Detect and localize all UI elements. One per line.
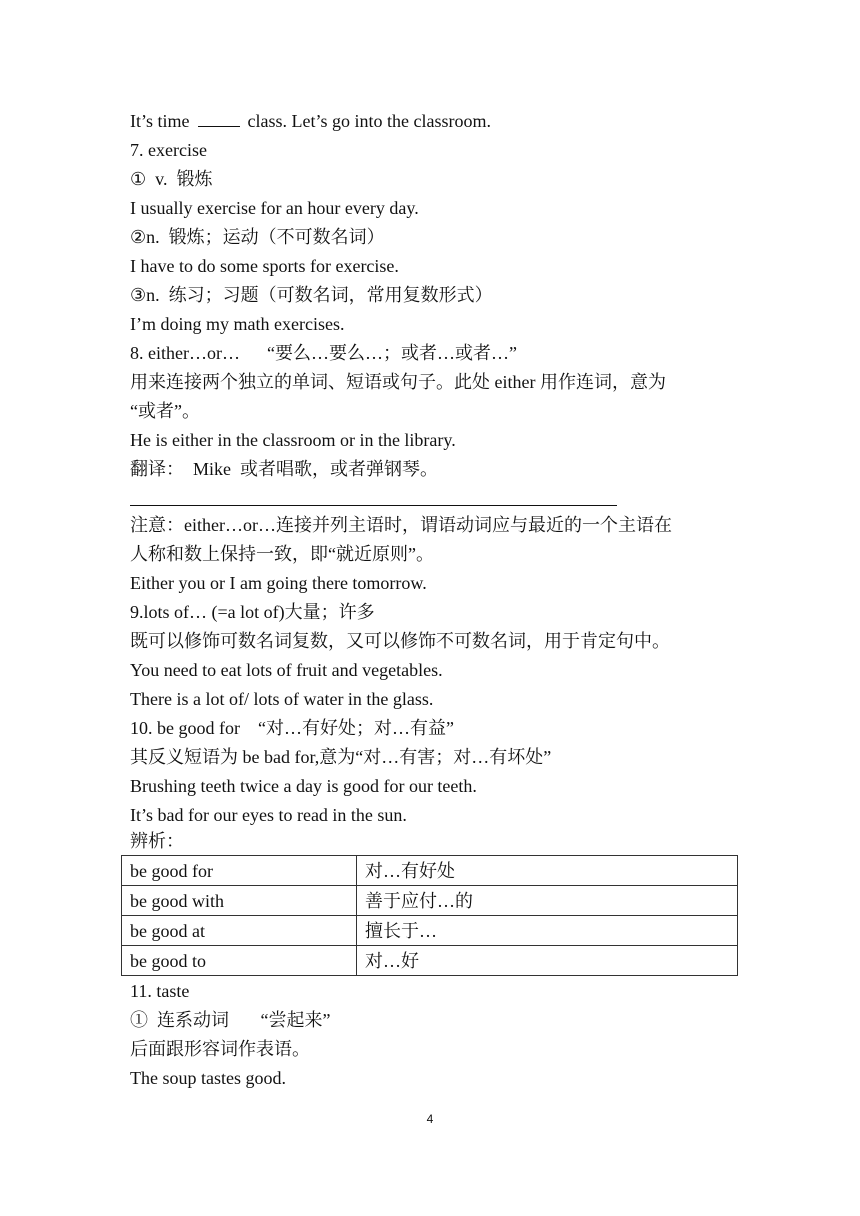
- heading-lots-of: 9.lots of… (=a lot of)大量；许多: [130, 602, 375, 622]
- table-row: [122, 946, 738, 976]
- note-text: 人称和数上保持一致，即“就近原则”。: [130, 544, 434, 564]
- sentence-part-2: class. Let’s go into the classroom.: [247, 111, 491, 131]
- definition-linking-verb: ① 连系动词 “尝起来”: [130, 1010, 331, 1030]
- phrase-cell: be good to: [122, 946, 357, 976]
- explanation-text: 其反义短语为 be bad for,意为“对…有害；对…有坏处”: [130, 747, 552, 767]
- heading-taste: 11. taste: [130, 981, 190, 1001]
- heading-exercise: 7. exercise: [130, 140, 207, 160]
- example-sentence: He is either in the classroom or in the library.: [130, 430, 456, 450]
- meaning-cell: 对…好: [357, 946, 738, 976]
- heading-either-or: 8. either…or… “要么…要么…；或者…或者…”: [130, 343, 517, 363]
- phrase-cell: be good for: [122, 856, 357, 886]
- table-row: [122, 916, 738, 946]
- example-sentence: I have to do some sports for exercise.: [130, 256, 399, 276]
- table-row: [122, 856, 738, 886]
- note-text: 注意：either…or…连接并列主语时，谓语动词应与最近的一个主语在: [130, 515, 672, 535]
- comparison-label: 辨析：: [130, 831, 184, 851]
- meaning-cell: 善于应付…的: [357, 886, 738, 916]
- translation-prompt: 翻译： Mike 或者唱歌，或者弹钢琴。: [130, 459, 438, 479]
- table-row: [122, 886, 738, 916]
- example-sentence: Brushing teeth twice a day is good for our teeth.: [130, 776, 477, 796]
- example-sentence: I’m doing my math exercises.: [130, 314, 345, 334]
- comparison-table: [121, 855, 738, 976]
- definition-verb: ① v. 锻炼: [130, 169, 213, 189]
- example-sentence: I usually exercise for an hour every day.: [130, 198, 419, 218]
- definition-noun-uncountable: ②n. 锻炼；运动（不可数名词）: [130, 227, 385, 247]
- example-sentence: The soup tastes good.: [130, 1068, 286, 1088]
- example-sentence: Either you or I am going there tomorrow.: [130, 573, 427, 593]
- explanation-text: 用来连接两个独立的单词、短语或句子。此处 either 用作连词，意为: [130, 372, 666, 392]
- explanation-text: 后面跟形容词作表语。: [130, 1039, 310, 1059]
- explanation-text: 既可以修饰可数名词复数，又可以修饰不可数名词，用于肯定句中。: [130, 631, 670, 651]
- meaning-cell: 对…有好处: [357, 856, 738, 886]
- explanation-text: “或者”。: [130, 401, 200, 421]
- answer-line[interactable]: [130, 505, 617, 506]
- heading-be-good-for: 10. be good for “对…有好处；对…有益”: [130, 718, 454, 738]
- meaning-cell: 擅长于…: [357, 916, 738, 946]
- example-sentence: You need to eat lots of fruit and vegetables.: [130, 660, 443, 680]
- phrase-cell: be good at: [122, 916, 357, 946]
- example-sentence: It’s bad for our eyes to read in the sun.: [130, 805, 407, 825]
- sentence-its-time: [130, 110, 491, 132]
- phrase-cell: be good with: [122, 886, 357, 916]
- fill-in-blank[interactable]: [198, 112, 240, 127]
- definition-noun-countable: ③n. 练习；习题（可数名词，常用复数形式）: [130, 285, 493, 305]
- example-sentence: There is a lot of/ lots of water in the glass.: [130, 689, 434, 709]
- sentence-part-1: It’s time: [130, 111, 190, 131]
- page-number: 4: [426, 1112, 434, 1126]
